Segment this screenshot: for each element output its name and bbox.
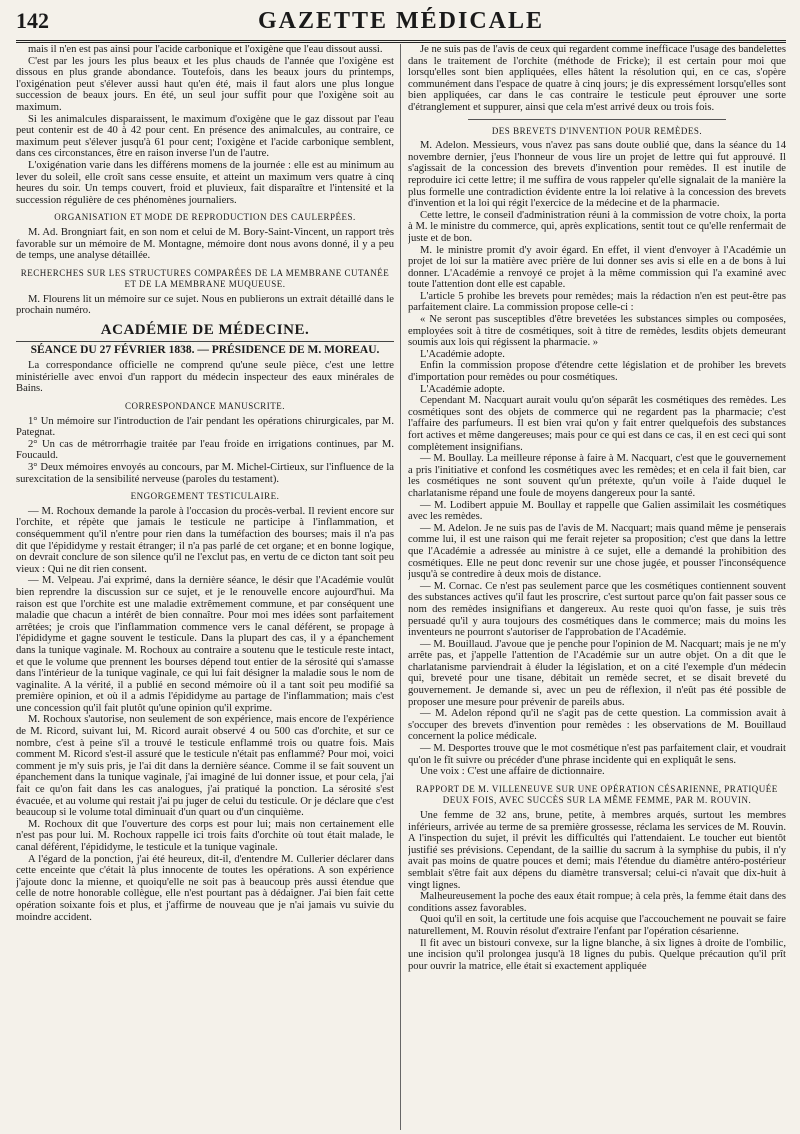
paragraph: L'article 5 prohibe les brevets pour remèdes; mais la rédaction n'en est peut-être pas parfaitement claire. La commission propose celle-ci : [408, 290, 786, 314]
section-heading: ENGORGEMENT TESTICULAIRE. [130, 491, 280, 502]
journal-title: GAZETTE MÉDICALE [257, 8, 545, 34]
section-rule [468, 119, 726, 120]
paragraph: M. Rochoux dit que l'ouverture des corps est pour lui; mais non certainement elle n'est pas pour lui. M. Rochoux rappelle ici trois faits d'orchite où tout était malade, le canal déférent, l'épididyme, le testicule et la tunique vaginale. [16, 818, 394, 853]
academy-heading: ACADÉMIE DE MÉDECINE. [100, 322, 310, 339]
paragraph: Malheureusement la poche des eaux était rompue; à cela près, la femme était dans des conditions assez favorables. [408, 891, 786, 914]
paragraph: — M. Lodibert appuie M. Boullay et rappelle que Galien assimilait les cosmétiques avec les remèdes. [408, 499, 786, 523]
columns [16, 44, 786, 1130]
paragraph: L'Académie adopte. [420, 383, 505, 395]
section-heading: CORRESPONDANCE MANUSCRITE. [124, 401, 286, 412]
left-column [16, 44, 394, 1130]
paragraph: M. Ad. Brongniart fait, en son nom et celui de M. Bory-Saint-Vincent, un rapport très favorable sur un mémoire de M. Montagne, mémoire dont nous avons donné, il y a peu de temps, une analyse détaillée. [16, 226, 394, 262]
paragraph: Cette lettre, le conseil d'administration réuni à la commission de votre choix, la porta à M. le ministre du commerce, qui, après explications, sentit tout ce qu'elle renfermait de juste et de bon. [408, 209, 786, 244]
paragraph: Cependant M. Nacquart aurait voulu qu'on séparât les cosmétiques des remèdes. Les cosmétiques sont des objets de commerce qui ne regardent pas la pharmacie; c'est l'affaire des parfumeurs. Il est bien vrai qu'on y fait entrer quelquefois des substances fort actives et même dangereuses; mais pour ce qui est dans ce cas, il en est ceci qui sont complètement insignifians. [408, 395, 786, 453]
paragraph: M. Adelon. Messieurs, vous n'avez pas sans doute oublié que, dans la séance du 14 novembre dernier, j'eus l'honneur de vous lire un projet de lettre qui fut approuvé. Il s'agissait de la concession des brevets d'invention pour remèdes. Il est inutile de reproduire ici cette lettre; il me suffira de vous rappeler qu'elle signalait de la manière la plus formelle une contradiction évidente entre la loi relative à la concession des brevets d'invention et la loi qui régit l'exercice de la médecine et de la pharmacie. [408, 140, 786, 210]
paragraph: « Ne seront pas susceptibles d'être brevetées les substances simples ou composées, employées soit à titre de cosmétiques, soit à titre de remèdes, lesdits objets demeurant soumis aux lois qui régissent la pharmacie. » [408, 314, 786, 349]
paragraph: — M. Bouillaud. J'avoue que je penche pour l'opinion de M. Nacquart; mais je ne m'y arrête pas, et j'appelle l'attention de l'Académie sur un autre objet. On a dit que le charlatanisme parviendrait à éluder la législation, et on a cité l'exemple d'un médecin qui, breveté pour une tisane, débitait un remède secret, et se disait breveté du gouvernement. Je demande si, avec un peu de réflexion, il n'eût pas été possible de proposer une mesure pour prévenir de pareils abus. [408, 638, 786, 708]
section-heading: RECHERCHES SUR LES STRUCTURES COMPARÉES DE LA MEMBRANE CUTANÉE ET DE LA MEMBRANE MUQUEUSE. [20, 267, 390, 290]
column-divider [400, 44, 401, 1130]
paragraph: mais il n'en est pas ainsi pour l'acide carbonique et l'oxigène que l'eau dissout aussi. [28, 44, 383, 55]
list-item: 3° Deux mémoires envoyés au concours, par M. Michel-Cirtieux, sur l'influence de la surexcitation de la sensibilité nerveuse (paroles du testament). [16, 462, 394, 485]
paragraph: A l'égard de la ponction, j'ai été heureux, dit-il, d'entendre M. Cullerier déclarer dans cette enceinte que c'était là plus innocente de toutes les opérations. A son expérience j'ajoute donc la mienne, et quoiqu'elle ne soit pas à beaucoup près aussi étendue que celle de notre honorable collègue, elle n'est pourtant pas à dédaigner. J'ai bien fait cette opération soixante fois et plus, et j'affirme de nouveau que je n'ai jamais vu suivie du moindre accident. [16, 853, 394, 923]
paragraph: L'Académie adopte. [420, 348, 505, 360]
section-heading: ORGANISATION ET MODE DE REPRODUCTION DES CAULERPÉES. [54, 212, 356, 223]
paragraph: L'oxigénation varie dans les différens momens de la journée : elle est au minimum au lever du soleil, elle croît sans cesse ensuite, et atteint un maximum vers quatre à cinq heures du soir. Un temps couvert, froid et pluvieux, fait disparaître et l'intensité et la succession régulière de ces phénomènes journaliers. [16, 159, 394, 206]
paragraph: M. Rochoux s'autorise, non seulement de son expérience, mais encore de l'expérience de M. Ricord, suivant lui, M. Ricord aurait observé 4 ou 500 cas d'orchite, et sur ce nombre, c'est à peine s'il a trouvé le testicule enflammé trois ou quatre fois. Mais comment M. Ricord s'est-il assuré que le testicule n'était pas enflammé? Pour moi, voici comment je m'y suis pris, je l'ai dit dans la dernière séance. Comme il se fait souvent un épanchement dans la tunique vaginale, j'ai imaginé de lui donner issue, et pour cela, j'ai fait ce qu'on fait dans les cas analogues, j'ai pratiqué la ponction. La sérosité s'est évacuée, et au volume qui restait j'ai pu juger de celui du testicule. Or je déclare que c'est beaucoup si le volume total diminuait d'un quart ou d'un cinquième. [16, 714, 394, 819]
paragraph: Il fit avec un bistouri convexe, sur la ligne blanche, à six lignes à droite de l'ombilic, une incision qu'il prolongea jusqu'à 18 lignes du pubis. Quelque précaution qu'il prît pour ouvrir la matrice, elle était si exactement appliquée [408, 937, 786, 972]
paragraph: — M. Velpeau. J'ai exprimé, dans la dernière séance, le désir que l'Académie voulût bien reprendre la discussion sur ce sujet, et je le renouvelle encore aujourd'hui. Ma raison est que l'orchite est une maladie extrêmement commune, et par conséquent une maladie que chacun a intérêt de bien connaître. Pour moi mes idées sont parfaitement arrêtées; je crois que l'inflammation commence vers le canal déférent, se propage à l'épididyme et gagne souvent le testicule. Dans la plupart des cas, il y a épanchement dans la tunique vaginale. M. Rochoux au contraire a soutenu que le testicule reste intact, et que le volume que prennent les bourses dépend tout entier de la sérosité qui s'amasse dans l'intérieur de la tunique vaginale, ce qui lui fait désigner la maladie sous le nom de vaginalite. A la vérité, il a publié en second mémoire où il a tant soit peu modifié sa première opinion, et où il a admis l'épididyme au partage de l'inflammation; mais c'est une concession qu'il fait plutôt qu'une opinion qu'il exprime. [16, 575, 394, 714]
list-item: 2° Un cas de métrorrhagie traitée par l'eau froide en irrigations continues, par M. Foucauld. [16, 438, 394, 462]
section-heading: DES BREVETS D'INVENTION POUR REMÈDES. [491, 125, 703, 136]
paragraph: — M. Boullay. La meilleure réponse à faire à M. Nacquart, c'est que le gouvernement a pris l'initiative et confond les cosmétiques avec les remèdes; et en cela il fait bien, car les cosmétiques ne sont souvent qu'un prétexte, qu'un voile à l'aide duquel le charlatanisme répand une foule de moyens dangereux pour la santé. [408, 453, 786, 499]
paragraph: La correspondance officielle ne comprend qu'une seule pièce, c'est une lettre ministérielle avec envoi d'un rapport du médecin inspecteur des eaux minérales de Bains. [16, 360, 394, 395]
paragraph: Une femme de 32 ans, brune, petite, à membres arqués, surtout les membres inférieurs, arrivée au terme de sa première grossesse, réclama les services de M. Rouvin. A l'inspection du sujet, il prévit les difficultés qui l'attendaient. Le toucher eut bientôt justifié ses prévisions. Cependant, de la saillie du sacrum à la symphise du pubis, il n'y avait pas moins de quatre pouces et demi; mais l'étendue du diamètre antéro-postérieur semblait s'être fait aux dépens du diamètre transversal; celui-ci n'avait que dix-huit à vingt lignes. [408, 810, 786, 891]
page-header [16, 6, 786, 43]
paragraph: M. Flourens lit un mémoire sur ce sujet. Nous en publierons un extrait détaillé dans le prochain numéro. [16, 293, 394, 317]
paragraph: Quoi qu'il en soit, la certitude une fois acquise que l'accouchement ne pouvait se faire naturellement, M. Rouvin résolut d'extraire l'enfant par l'opération césarienne. [408, 914, 786, 937]
paragraph: — M. Adelon. Je ne suis pas de l'avis de M. Nacquart; mais quand même je penserais comme lui, il est une raison qui me ferait rejeter sa proposition; c'est que dans la lettre que l'Académie a adressée au ministre à ce sujet, elle a demandé la prohibition des cosmétiques. Elle ne peut donc revenir sur une chose jugée, et pousser l'inconséquence jusqu'à se contredire à deux mois de distance. [408, 522, 786, 581]
paragraph: C'est par les jours les plus beaux et les plus chauds de l'année que l'oxigène est dissous en plus grande abondance. Toutefois, dans les beaux jours du printemps, l'oxigénation peut s'élever aussi haut qu'en été, mais il faut alors une plus longue succession de beaux jours. En été, un seul jour suffit pour que l'oxigène soit au maximum. [16, 55, 394, 113]
paragraph: — M. Adelon répond qu'il ne s'agit pas de cette question. La commission avait à s'occuper des brevets d'invention pour remèdes : les observations de M. Bouillaud concernent la police médicale. [408, 708, 786, 743]
section-heading: RAPPORT DE M. VILLENEUVE SUR UNE OPÉRATION CÉSARIENNE, PRATIQUÉE DEUX FOIS, AVEC SUCCÈS SUR LA MÊME FEMME, PAR M. ROUVIN. [416, 783, 778, 806]
session-heading: SÉANCE DU 27 FÉVRIER 1838. — PRÉSIDENCE DE M. MOREAU. [16, 341, 394, 357]
page-number: 142 [16, 8, 49, 33]
list-item: 1° Un mémoire sur l'introduction de l'air pendant les opérations chirurgicales, par M. Pategnat. [16, 415, 394, 439]
paragraph: Enfin la commission propose d'étendre cette législation et de prohiber les brevets d'importation pour remèdes ou pour cosmétiques. [408, 360, 786, 384]
right-column [408, 44, 786, 1130]
paragraph: Une voix : C'est une affaire de dictionnaire. [420, 766, 605, 778]
paragraph: — M. Rochoux demande la parole à l'occasion du procès-verbal. Il revient encore sur l'orchite, et répète que jamais le testicule ne participe à l'inflammation, et conséquemment qu'il n'entre pour rien dans la tuméfaction des bourses; mais il n'a pas dit que l'épididyme y restait étranger; il n'a pas parlé de cet organe; et en bonne logique, on devrait conclure de son silence qu'il ne l'exclut pas, en vertu de ce dicton tant soit peu vieux : Qui ne dit rien consent. [16, 505, 394, 575]
paragraph: — M. Desportes trouve que le mot cosmétique n'est pas parfaitement clair, et voudrait qu'on le fît suivre ou précéder d'une phrase incidente qui en expliquât le sens. [408, 743, 786, 766]
paragraph: Je ne suis pas de l'avis de ceux qui regardent comme inefficace l'usage des bandelettes dans le traitement de l'orchite (méthode de Fricke); il est certain pour moi que lorsqu'elles sont bien appliquées, elles hâtent la résolution qui, en ce cas, s'opère communément dans l'espace de quatre à cinq jours; je dis expressément lorsqu'elles sont bien appliquées, car dans le cas contraire le testicule peut éprouver une sorte d'étranglement et suppurer, ainsi que cela m'est arrivé deux ou trois fois. [408, 44, 786, 113]
paragraph: Si les animalcules disparaissent, le maximum d'oxigène que le gaz dissout par l'eau peut contenir est de 40 à 42 pour cent. En présence des animalcules, au contraire, ce maximum peut s'élever jusqu'à 61 pour cent; l'oxigène et l'acide carbonique semblent, dans ces circonstances, être en raison inverse l'un de l'autre. [16, 113, 394, 160]
paragraph: — M. Cornac. Ce n'est pas seulement parce que les cosmétiques contiennent souvent des substances actives qu'il faut les proscrire, c'est surtout parce qu'on fait passer sous ce nom des remèdes insignifians et dangereux. Au reste quoi qu'on fasse, je suis très persuadé qu'il y aura toujours des cosmétiques dans le commerce; mais du moins les inventeurs ne pourront s'autoriser de l'approbation de l'Académie. [408, 580, 786, 639]
paragraph: M. le ministre promit d'y avoir égard. En effet, il vient d'envoyer à l'Académie un projet de loi sur la matière avec prière de lui donner ses avis si elle en a de bons à lui donner. L'Académie a renvoyé ce projet à la même commission qui l'a examiné avec toute l'attention dont elle est capable. [408, 244, 786, 291]
